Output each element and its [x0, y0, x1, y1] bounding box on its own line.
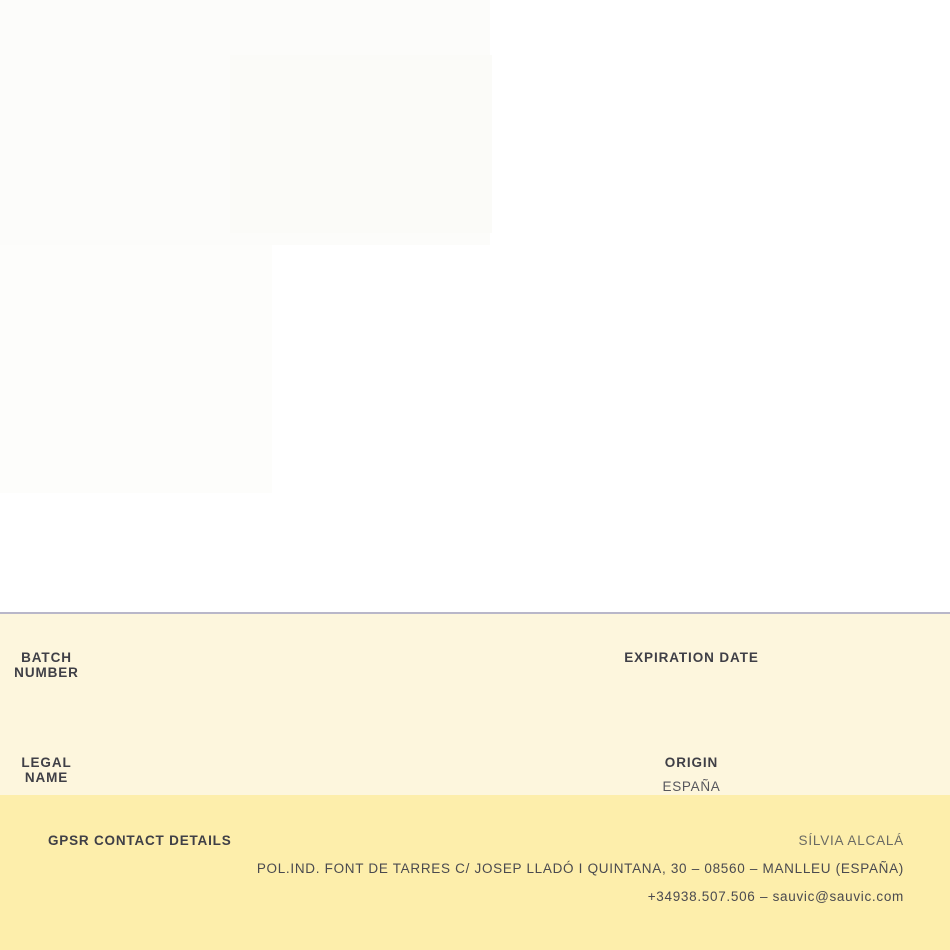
spec-expiration-date	[475, 650, 950, 705]
spec-label-legal-name: LEGAL NAME	[21, 755, 72, 785]
spec-label-expiration-date: EXPIRATION DATE	[624, 650, 759, 665]
specifications-band	[0, 614, 950, 795]
gpsr-footer-inner	[0, 795, 950, 950]
gpsr-contact-address: POL.IND. FONT DE TARRES C/ JOSEP LLADÓ I QUINTANA, 30 – 08560 – MANLLEU (ESPAÑA)	[256, 861, 904, 876]
gpsr-contact-name: SÍLVIA ALCALÁ	[798, 833, 904, 848]
gpsr-contact-details-title: GPSR CONTACT DETAILS	[48, 833, 232, 848]
background-panel-left	[0, 245, 272, 493]
spec-label-batch-number: BATCH NUMBER	[14, 650, 79, 680]
spec-row-batch-expiration	[0, 614, 950, 705]
spec-value-expiration-date	[475, 674, 908, 690]
background-panel-center	[230, 55, 492, 233]
spec-batch-number	[0, 650, 475, 705]
spec-value-batch-number	[0, 689, 93, 705]
gpsr-contact-phone-email: +34938.507.506 – sauvic@sauvic.com	[647, 889, 904, 904]
gpsr-footer-band	[0, 795, 950, 950]
spec-value-origin: ESPAÑA	[662, 779, 721, 794]
spec-label-origin: ORIGIN	[664, 755, 719, 770]
